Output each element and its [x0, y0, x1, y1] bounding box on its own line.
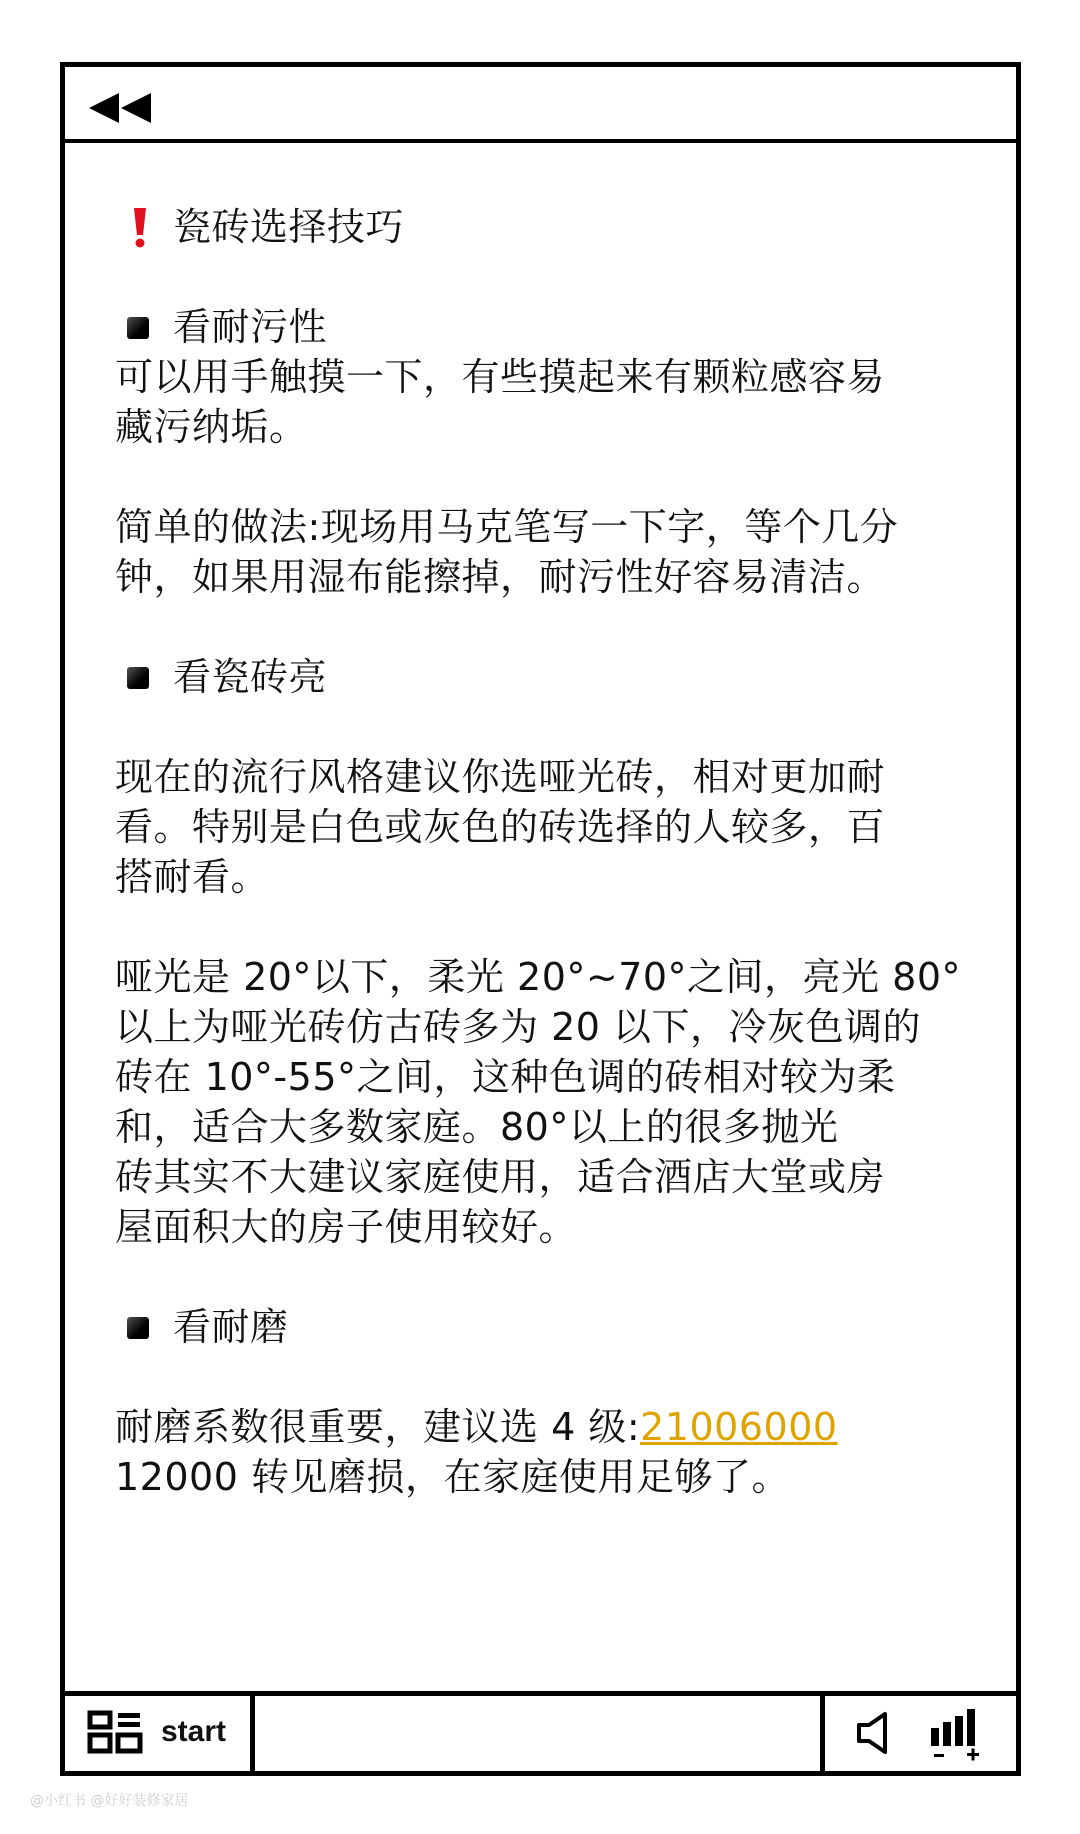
- paragraph-line: 钟，如果用湿布能擦掉，耐污性好容易清洁。: [115, 555, 886, 599]
- section-heading-stain: 看耐污性: [115, 303, 327, 351]
- app-window: [60, 62, 1021, 1776]
- paragraph-line: 看。特别是白色或灰色的砖选择的人较多，百: [115, 805, 886, 849]
- back-icon[interactable]: [89, 91, 159, 125]
- speaker-icon[interactable]: [855, 1710, 899, 1756]
- paragraph-line: 屋面积大的房子使用较好。: [115, 1205, 578, 1249]
- paragraph-line: 砖其实不大建议家庭使用，适合酒店大堂或房: [115, 1155, 886, 1199]
- signal-bars-icon[interactable]: [929, 1706, 983, 1762]
- black-square-icon: [127, 667, 149, 689]
- paragraph-line: 12000 转见磨损，在家庭使用足够了。: [115, 1455, 790, 1499]
- article-title: 瓷砖选择技巧: [173, 205, 405, 249]
- article-title-line: [115, 203, 404, 251]
- paragraph-line: 以上为哑光砖仿古砖多为 20 以下，冷灰色调的: [115, 1005, 922, 1049]
- exclamation-icon: [125, 205, 155, 249]
- paragraph-line: 哑光是 20°以下，柔光 20°~70°之间，亮光 80°: [115, 955, 961, 999]
- grid-icon: [87, 1710, 143, 1754]
- section-heading-gloss: 看瓷砖亮: [115, 653, 327, 701]
- taskbar-task-area[interactable]: [260, 1696, 825, 1771]
- paragraph-line: 藏污纳垢。: [115, 405, 308, 449]
- watermark: @小红书 @好好装修家居: [30, 1793, 189, 1809]
- paragraph-line: 简单的做法:现场用马克笔写一下字，等个几分: [115, 505, 899, 549]
- paragraph-line: 可以用手触摸一下，有些摸起来有颗粒感容易: [115, 355, 886, 399]
- section-heading-wear: 看耐磨: [115, 1303, 289, 1351]
- black-square-icon: [127, 317, 149, 339]
- paragraph-line: 现在的流行风格建议你选哑光砖，相对更加耐: [115, 755, 886, 799]
- taskbar: [65, 1691, 1016, 1771]
- start-label: start: [161, 1715, 227, 1748]
- article-content: [115, 143, 976, 1703]
- phone-number-link[interactable]: 21006000: [640, 1405, 838, 1449]
- paragraph-line: 砖在 10°-55°之间，这种色调的砖相对较为柔: [115, 1055, 896, 1099]
- start-button[interactable]: [65, 1696, 255, 1771]
- black-square-icon: [127, 1317, 149, 1339]
- paragraph-line: 耐磨系数很重要，建议选 4 级:21006000: [115, 1405, 838, 1449]
- paragraph-line: 搭耐看。: [115, 855, 270, 899]
- title-bar: [65, 67, 1016, 143]
- paragraph-line: 和，适合大多数家庭。80°以上的很多抛光: [115, 1105, 839, 1149]
